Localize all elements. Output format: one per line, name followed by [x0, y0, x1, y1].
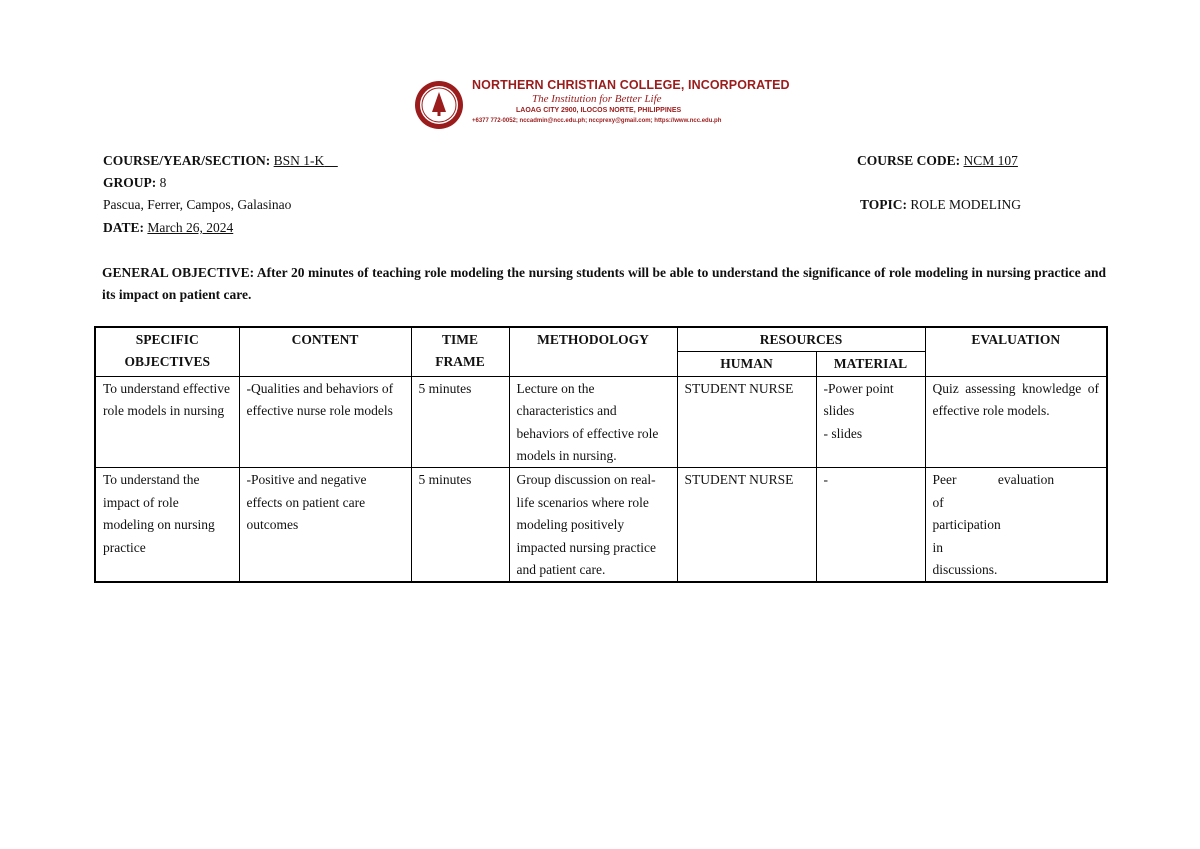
course-value: BSN 1-K: [273, 153, 325, 168]
cell-human: STUDENT NURSE: [677, 376, 816, 468]
general-objective: [102, 262, 1106, 306]
evaluation-line: participation in: [932, 517, 1001, 555]
cell-time: 5 minutes: [411, 468, 509, 583]
lesson-plan-table: [94, 326, 1108, 583]
header-human: HUMAN: [677, 352, 816, 376]
header-material: MATERIAL: [816, 352, 925, 376]
topic: TOPIC: ROLE MODELING: [860, 197, 1022, 212]
material-item: -Power point slides: [823, 380, 894, 419]
cell-material: [816, 376, 925, 468]
evaluation-line: discussions.: [932, 562, 998, 578]
course-code: COURSE CODE: NCM 107: [857, 153, 1018, 168]
table-row: [95, 376, 1107, 468]
institution-address: LAOAG CITY 2900, ILOCOS NORTE, PHILIPPINES: [516, 107, 682, 114]
cell-evaluation: Quiz assessing knowledge of effective role models.: [925, 376, 1107, 468]
institution-motto: The Institution for Better Life: [532, 93, 662, 105]
cell-material: -: [816, 468, 925, 583]
cell-content: -Qualities and behaviors of effective nurse role models: [239, 376, 411, 468]
material-item: - slides: [823, 425, 863, 441]
cell-content: -Positive and negative effects on patient care outcomes: [239, 468, 411, 583]
cell-objective: To understand the impact of role modeling on nursing practice: [95, 468, 239, 583]
cell-objective: To understand effective role models in nursing: [95, 376, 239, 468]
cell-time: 5 minutes: [411, 376, 509, 468]
cell-human: STUDENT NURSE: [677, 468, 816, 583]
group: GROUP: 8: [103, 175, 167, 190]
institution-contact: +6377 772-0052; nccadmin@ncc.edu.ph; nccprexy@gmail.com; https://www.ncc.edu.ph: [472, 118, 722, 124]
general-objective-label: GENERAL OBJECTIVE:: [102, 265, 255, 280]
header-resources: RESOURCES: [677, 327, 925, 352]
topic-value: ROLE MODELING: [910, 197, 1022, 212]
group-value: 8: [159, 175, 167, 190]
institution-name: NORTHERN CHRISTIAN COLLEGE, INCORPORATED: [472, 78, 790, 92]
header-time-frame: TIME FRAME: [411, 327, 509, 376]
group-members: Pascua, Ferrer, Campos, Galasinao: [103, 197, 292, 212]
header-content: CONTENT: [239, 327, 411, 376]
date-value: March 26, 2024: [147, 220, 234, 235]
cell-methodology: Lecture on the characteristics and behaviors of effective role models in nursing.: [509, 376, 677, 468]
table-header-row: [95, 327, 1107, 352]
cell-methodology: Group discussion on real-life scenarios where role modeling positively impacted nursing practice and patient care.: [509, 468, 677, 583]
header-specific-objectives: SPECIFIC OBJECTIVES: [95, 327, 239, 376]
general-objective-text: After 20 minutes of teaching role modeling the nursing students will be able to understand the significance of role modeling in nursing practice and its impact on patient care.: [102, 265, 1106, 302]
header-methodology: METHODOLOGY: [509, 327, 677, 376]
evaluation-line: Peer evaluation of: [932, 472, 1055, 510]
cell-evaluation: [925, 468, 1107, 583]
college-seal-icon: [414, 80, 464, 130]
course-year-section: COURSE/YEAR/SECTION: BSN 1-K: [103, 153, 338, 169]
header-evaluation: EVALUATION: [925, 327, 1107, 376]
date: DATE: March 26, 2024: [103, 220, 234, 235]
course-code-value: NCM 107: [963, 153, 1018, 168]
table-row: [95, 468, 1107, 583]
letterhead: [414, 78, 794, 134]
